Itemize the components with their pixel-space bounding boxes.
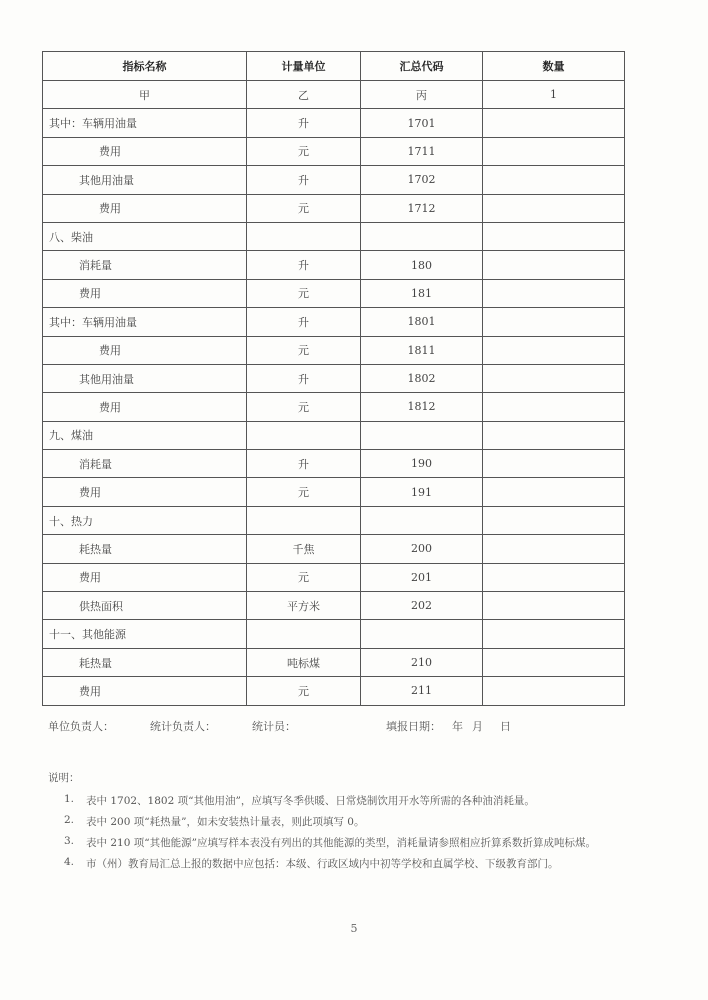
header-indicator-name: 指标名称 bbox=[43, 52, 247, 81]
row-indicator-name: 耗热量 bbox=[43, 648, 247, 676]
row-quantity[interactable] bbox=[483, 194, 625, 222]
table-row bbox=[43, 563, 625, 591]
row-unit: 元 bbox=[247, 677, 361, 705]
note-text: 表中 200 项“耗热量”，如未安装热计量表，则此项填写 0。 bbox=[86, 816, 365, 828]
notes-list bbox=[48, 793, 648, 871]
stat-head-label: 统计负责人： bbox=[150, 720, 216, 733]
row-indicator-name: 九、煤油 bbox=[43, 421, 247, 449]
header-quantity: 数量 bbox=[483, 52, 625, 81]
row-unit: 元 bbox=[247, 137, 361, 165]
header-unit: 计量单位 bbox=[247, 52, 361, 81]
row-indicator-name: 其中：车辆用油量 bbox=[43, 308, 247, 336]
row-indicator-name: 费用 bbox=[43, 393, 247, 421]
table-row bbox=[43, 393, 625, 421]
row-unit: 元 bbox=[247, 563, 361, 591]
table-header-row bbox=[43, 52, 625, 81]
row-indicator-name: 费用 bbox=[43, 194, 247, 222]
row-quantity[interactable] bbox=[483, 450, 625, 478]
energy-statistics-table bbox=[42, 51, 625, 706]
row-summary-code: 190 bbox=[361, 450, 483, 478]
row-quantity[interactable] bbox=[483, 364, 625, 392]
row-unit: 升 bbox=[247, 308, 361, 336]
note-item bbox=[48, 814, 648, 829]
row-unit: 升 bbox=[247, 251, 361, 279]
note-item bbox=[48, 835, 648, 850]
row-unit: 升 bbox=[247, 166, 361, 194]
row-summary-code: 1812 bbox=[361, 393, 483, 421]
row-unit: 平方米 bbox=[247, 592, 361, 620]
row-quantity[interactable] bbox=[483, 109, 625, 137]
note-item bbox=[48, 793, 648, 808]
row-summary-code: 181 bbox=[361, 279, 483, 307]
table-row bbox=[43, 620, 625, 648]
table-row bbox=[43, 251, 625, 279]
subheader-yi: 乙 bbox=[247, 81, 361, 109]
row-unit: 元 bbox=[247, 194, 361, 222]
notes-section bbox=[48, 770, 648, 877]
row-summary-code: 180 bbox=[361, 251, 483, 279]
row-unit: 元 bbox=[247, 279, 361, 307]
row-quantity[interactable] bbox=[483, 308, 625, 336]
signature-line bbox=[48, 718, 628, 734]
unit-head-label: 单位负责人： bbox=[48, 720, 114, 733]
table-row bbox=[43, 308, 625, 336]
row-unit bbox=[247, 620, 361, 648]
row-quantity[interactable] bbox=[483, 336, 625, 364]
row-indicator-name: 其中：车辆用油量 bbox=[43, 109, 247, 137]
note-text: 市（州）教育局汇总上报的数据中应包括：本级、行政区域内中初等学校和直属学校、下级教育部门。 bbox=[86, 858, 559, 870]
row-unit: 元 bbox=[247, 336, 361, 364]
subheader-jia: 甲 bbox=[43, 81, 247, 109]
row-indicator-name: 十一、其他能源 bbox=[43, 620, 247, 648]
row-unit: 吨标煤 bbox=[247, 648, 361, 676]
note-number: 1. bbox=[63, 793, 74, 805]
row-quantity[interactable] bbox=[483, 620, 625, 648]
row-unit bbox=[247, 222, 361, 250]
row-unit: 升 bbox=[247, 450, 361, 478]
day-label: 日 bbox=[500, 720, 511, 733]
table-row bbox=[43, 677, 625, 705]
row-summary-code: 210 bbox=[361, 648, 483, 676]
row-quantity[interactable] bbox=[483, 677, 625, 705]
table-body bbox=[43, 109, 625, 705]
row-summary-code: 1702 bbox=[361, 166, 483, 194]
row-unit: 升 bbox=[247, 109, 361, 137]
row-unit: 元 bbox=[247, 393, 361, 421]
table-row bbox=[43, 506, 625, 534]
row-quantity[interactable] bbox=[483, 279, 625, 307]
row-quantity[interactable] bbox=[483, 535, 625, 563]
row-summary-code: 1801 bbox=[361, 308, 483, 336]
row-indicator-name: 其他用油量 bbox=[43, 166, 247, 194]
row-quantity[interactable] bbox=[483, 506, 625, 534]
row-indicator-name: 供热面积 bbox=[43, 592, 247, 620]
row-summary-code bbox=[361, 421, 483, 449]
table-row bbox=[43, 364, 625, 392]
row-quantity[interactable] bbox=[483, 478, 625, 506]
row-unit bbox=[247, 506, 361, 534]
table-row bbox=[43, 450, 625, 478]
header-summary-code: 汇总代码 bbox=[361, 52, 483, 81]
row-quantity[interactable] bbox=[483, 648, 625, 676]
row-summary-code bbox=[361, 620, 483, 648]
table-row bbox=[43, 166, 625, 194]
row-summary-code: 200 bbox=[361, 535, 483, 563]
row-quantity[interactable] bbox=[483, 563, 625, 591]
row-unit: 千焦 bbox=[247, 535, 361, 563]
table-row bbox=[43, 478, 625, 506]
note-text: 表中 210 项“其他能源”应填写样本表没有列出的其他能源的类型，消耗量请参照相应折算系数折算成吨标煤。 bbox=[86, 837, 596, 849]
table-row bbox=[43, 137, 625, 165]
row-indicator-name: 耗热量 bbox=[43, 535, 247, 563]
row-summary-code: 1701 bbox=[361, 109, 483, 137]
month-label: 月 bbox=[472, 720, 483, 733]
row-indicator-name: 费用 bbox=[43, 137, 247, 165]
note-item bbox=[48, 856, 648, 871]
subheader-one: 1 bbox=[483, 81, 625, 109]
row-indicator-name: 十、热力 bbox=[43, 506, 247, 534]
row-summary-code: 1811 bbox=[361, 336, 483, 364]
table-row bbox=[43, 222, 625, 250]
row-indicator-name: 八、柴油 bbox=[43, 222, 247, 250]
row-summary-code: 191 bbox=[361, 478, 483, 506]
row-indicator-name: 其他用油量 bbox=[43, 364, 247, 392]
row-summary-code: 202 bbox=[361, 592, 483, 620]
table-subheader-row bbox=[43, 81, 625, 109]
row-summary-code: 1711 bbox=[361, 137, 483, 165]
table-row bbox=[43, 194, 625, 222]
note-text: 表中 1702、1802 项“其他用油”，应填写冬季供暖、日常烧制饮用开水等所需的各种油消耗量。 bbox=[86, 795, 535, 807]
row-indicator-name: 消耗量 bbox=[43, 450, 247, 478]
row-quantity[interactable] bbox=[483, 421, 625, 449]
row-indicator-name: 消耗量 bbox=[43, 251, 247, 279]
note-number: 2. bbox=[63, 814, 74, 826]
row-indicator-name: 费用 bbox=[43, 279, 247, 307]
table-row bbox=[43, 109, 625, 137]
row-summary-code: 201 bbox=[361, 563, 483, 591]
table-row bbox=[43, 336, 625, 364]
table-row bbox=[43, 648, 625, 676]
row-quantity[interactable] bbox=[483, 166, 625, 194]
row-quantity[interactable] bbox=[483, 592, 625, 620]
row-unit: 元 bbox=[247, 478, 361, 506]
notes-title: 说明： bbox=[48, 772, 80, 784]
statistician-label: 统计员： bbox=[252, 720, 296, 733]
row-quantity[interactable] bbox=[483, 137, 625, 165]
row-quantity[interactable] bbox=[483, 393, 625, 421]
note-number: 3. bbox=[63, 835, 74, 847]
row-unit: 升 bbox=[247, 364, 361, 392]
row-indicator-name: 费用 bbox=[43, 336, 247, 364]
row-indicator-name: 费用 bbox=[43, 677, 247, 705]
row-quantity[interactable] bbox=[483, 251, 625, 279]
table-row bbox=[43, 279, 625, 307]
table-row bbox=[43, 592, 625, 620]
table-row bbox=[43, 421, 625, 449]
table-row bbox=[43, 535, 625, 563]
row-quantity[interactable] bbox=[483, 222, 625, 250]
note-number: 4. bbox=[63, 856, 74, 868]
report-date-label: 填报日期： bbox=[386, 720, 441, 733]
row-indicator-name: 费用 bbox=[43, 478, 247, 506]
row-summary-code: 1712 bbox=[361, 194, 483, 222]
row-summary-code: 1802 bbox=[361, 364, 483, 392]
row-summary-code bbox=[361, 506, 483, 534]
row-summary-code: 211 bbox=[361, 677, 483, 705]
page-number: 5 bbox=[350, 922, 358, 935]
year-label: 年 bbox=[452, 720, 463, 733]
row-indicator-name: 费用 bbox=[43, 563, 247, 591]
row-unit bbox=[247, 421, 361, 449]
subheader-bing: 丙 bbox=[361, 81, 483, 109]
row-summary-code bbox=[361, 222, 483, 250]
